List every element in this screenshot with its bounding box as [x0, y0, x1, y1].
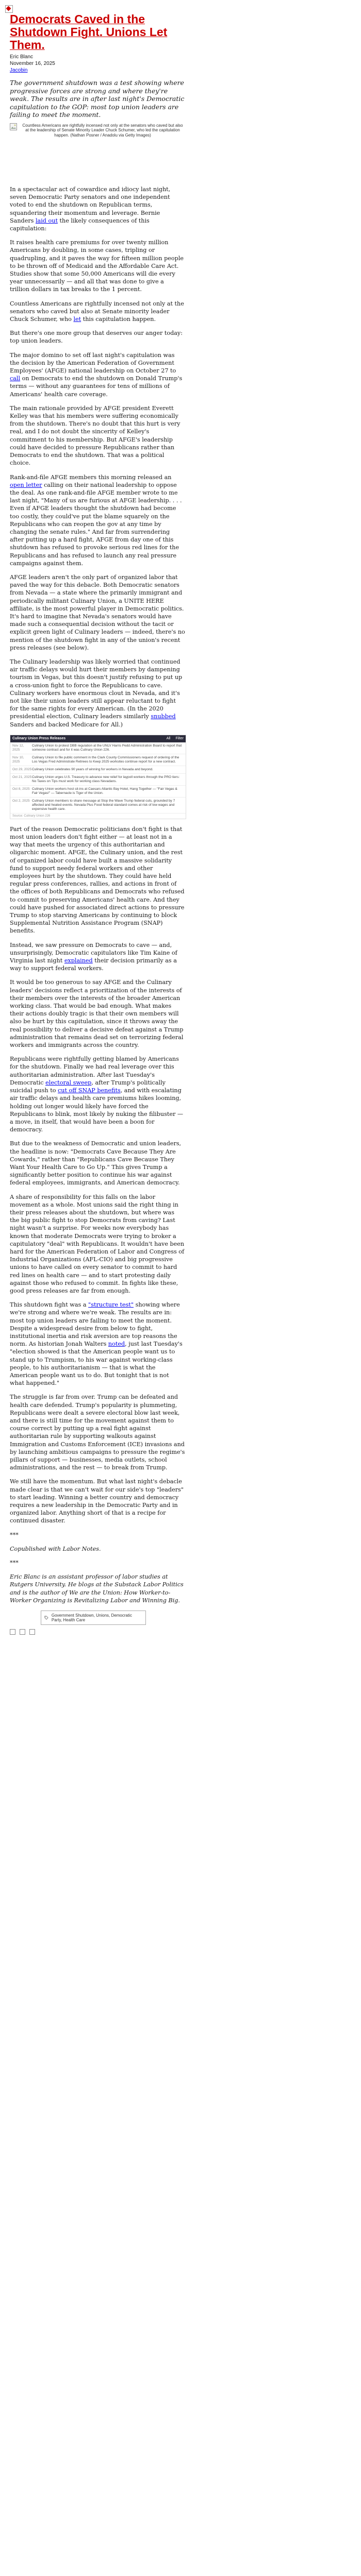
timeline-header: [10, 735, 186, 742]
inline-link[interactable]: laid out: [35, 217, 58, 224]
author-bio: Eric Blanc is an assistant professor of labor studies at Rutgers University. He blogs at the Substack Labor Politics and is the author of We are the Union: How Worker-to-Worker Organizing is Revitalizing Labor and Winning Big.: [10, 1573, 184, 1604]
paragraph: Instead, we saw pressure on Democrats to cave — and, unsurprisingly, Democratic capitulators like Tim Kaine of Virginia last night explained their decision primarily as a way to support federal workers.: [10, 941, 177, 972]
paragraph: This shutdown fight was a "structure test" showing where we're strong and where we're weak. The results are in: most top union leaders are failing to meet the moment. Despite a widespread desire from below to fight, institutional inertia and risk aversion are top reasons the norm. As historian Jonah Walters noted, just last Tuesday's "election showed is that the American people want us to stand up to Trumpism, to his war against working-class people, to his authoritarianism — that is what the American people want us to do. But tonight that is not what happened.": [10, 1301, 183, 1387]
timeline-filter-all[interactable]: All: [166, 737, 171, 741]
timeline-row[interactable]: Oct 29, 2025 Culinary Union celebrates 90 years of winning for workers in Nevada and beyond.: [10, 766, 186, 774]
share-row: [10, 1629, 185, 1635]
inline-link[interactable]: explained: [64, 957, 93, 964]
paragraph: We still have the momentum. But what last night's debacle made clear is that we can't wait for our side's top "leaders" to start leading. Winning a better country and democracy requires a new leadership in the Democratic Party and in organized labor. Anything short of that is a recipe for continued disaster.: [10, 1478, 184, 1524]
paragraph: Part of the reason Democratic politicians don't fight is that most union leaders don't fight either — at least not in a way that meets the urgency of this authoritarian and oligarchic moment. AFGE, the Culinary union, and the rest of organized labor could have built a massive solidarity fund to support needy federal workers and other employees hurt by the shutdown. They could have held regular press conferences, rallies, and actions in front of the offices of both Republicans and Democrats who refused to commit to preserving Americans' health care. And they could have pushed for associated direct actions to pressure Trump to stop starving Americans by continuing to block Supplemental Nutrition Assistance Program (SNAP) benefits.: [10, 825, 185, 935]
paragraph: The major domino to set off last night's capitulation was the decision by the American Federation of Government Employees' (AFGE) national leadership on October 27 to call on Democrats to end the shutdown on Donald Trump's terms — without any guarantees for tens of millions of Americans' health care coverage.: [10, 351, 183, 398]
image-placeholder-icon: [10, 123, 17, 130]
source-link[interactable]: Jacobin: [10, 67, 28, 73]
section-rule: ***: [10, 1531, 19, 1538]
paragraph: But there's one more group that deserves our anger today: top union leaders.: [10, 330, 183, 345]
paragraph: But due to the weakness of Democratic and union leaders, the headline is now: "Democrats Cave Because They Are Cowards," rather than "Republicans Cave Because They Want Your Health Care to Go Up." This gives Trump a significantly better position to continue his war against federal employees, immigrants, and American democracy.: [10, 1140, 182, 1187]
crosspost-note: Copublished with Labor Notes.: [10, 1545, 101, 1552]
share-email-icon[interactable]: [29, 1629, 35, 1635]
paragraph: It raises health care premiums for over twenty million Americans by doubling, in some cases, tripling or quadrupling, and it paves the way for fifteen million people to be thrown off of Medicaid and the Affordable Care Act. Studies show that some 50,000 Americans will die every year unnecessarily — and all that was done to give a trillion dollars in tax breaks to the 1 percent.: [10, 239, 184, 293]
share-x-icon[interactable]: [20, 1629, 25, 1635]
section-rule: ***: [10, 1560, 19, 1567]
inline-link[interactable]: call: [10, 375, 21, 382]
paragraph: AFGE leaders aren't the only part of organized labor that paved the way for this debacle. Both Democratic senators from Nevada — a state where the primarily immigrant and periodically militant Culinary Union, a UNITE HERE affiliate, is the most powerful player in Democratic politics. It's hard to imagine that Nevada's senators would have made such a consequential decision without the tacit or explicit green light of Culinary leaders — indeed, there's no mention of the shutdown fight in any of the union's recent press releases (see below).: [10, 573, 185, 651]
timeline-row[interactable]: Nov 10, 2025 Culinary Union to file public comment in the Clark County Commissioners request of ordering of the Los Vegas Fred Administrate Retirees to Keep 2025 worksites continue report for a new contract.: [10, 754, 186, 766]
inline-link[interactable]: noted: [108, 1341, 125, 1348]
tags-label: Government Shutdown, Unions, Democratic Party, Health Care: [51, 1613, 132, 1623]
paragraph: It would be too generous to say AFGE and the Culinary leaders' decisions reflect a prioritization of the interests of their members over the interests of the broader American working class. That would be bad enough. What makes their actions doubly tragic is that their own members will also be hurt by this capitulation, since it throws away the real possibility to deliver a decisive defeat against a Trump administration that remains dead set on terrorizing federal workers and immigrants across the country.: [10, 979, 184, 1049]
share-facebook-icon[interactable]: [10, 1629, 15, 1635]
inline-link[interactable]: electoral sweep: [45, 1079, 92, 1086]
inline-link[interactable]: let: [73, 316, 81, 323]
timeline-row[interactable]: Oct 21, 2025 Culinary Union urges U.S. Treasury to advance new relief for laypoll workers through the PRO tiers: No Taxes on Tips must work for working class Nevadans.: [10, 774, 186, 786]
timeline-row[interactable]: Nov 12, 2025 Culinary Union to protest DBB regulation at the UNLV Harris Pedd Administration Board to report that someone contract and for it was Culinary Union 226.: [10, 742, 186, 754]
publish-date: November 16, 2025: [10, 61, 55, 66]
press-release-timeline: [10, 735, 186, 819]
article-title[interactable]: Democrats Caved in the Shutdown Fight. Unions Let Them.: [10, 12, 168, 52]
article-body: [10, 185, 185, 1638]
inline-link[interactable]: "structure test": [88, 1301, 134, 1309]
article-header: [10, 13, 185, 138]
lead-figure: [10, 123, 185, 138]
timeline-row[interactable]: Oct 2, 2025 Culinary Union members to share message at Stop the Wave Trump federal cuts, grounded by 7 affected and heated events. Nevada Plus Food federal standard comes at risk of low wages and expensive health care.: [10, 798, 186, 814]
paragraph: Rank-and-file AFGE members this morning released an open letter calling on their national leadership to oppose the deal. As one rank-and-file AFGE member wrote to me last night, "Many of us are furious at AFGE leadership. . . . Even if AFGE leaders thought the shutdown had become too costly, they could've put the blame squarely on the Republicans who can reopen the gov at any time by changing the senate rules." And far from surrendering after putting up a hard fight, AFGE from day one of this shutdown has refused to provoke serious red lines for the Republicans and has refused to launch any real pressure campaigns against them.: [10, 473, 182, 567]
paragraph: The Culinary leadership was likely worried that continued air traffic delays would hurt their members by dampening tourism in Vegas, but this doesn't justify refusing to put up a cross-union fight to force the Republicans to cave. Culinary workers have enormous clout in Nevada, and it's not like their union leaders still appear reluctant to fight for the same rights for every American. (In the 2020 presidential election, Culinary leaders similarly snubbed Sanders and backed Medicare for All.): [10, 658, 183, 728]
inline-link[interactable]: open letter: [10, 481, 42, 488]
inline-link[interactable]: snubbed: [151, 713, 176, 720]
timeline-source: Source: Culinary Union 226: [12, 814, 51, 818]
jacobin-logo-icon[interactable]: [5, 5, 13, 13]
paragraph: The struggle is far from over. Trump can be defeated and health care defended. Trump's popularity is plummeting, Republicans were dealt a severe electoral blow last week, and there is still time for the movement against them to course correct by putting up a real fight against authoritarian rule by supporting walkouts against Immigration and Customs Enforcement (ICE) invasions and by launching ambitious campaigns to pressure the regime's pillars of support — businesses, media outlets, school administrations, and the rest — to break from Trump.: [10, 1394, 185, 1471]
paragraph: The main rationale provided by AFGE president Everett Kelley was that his members were suffering economically from the shutdown. There's no doubt that this hurt is very real, and I do not doubt the sincerity of Kelley's commitment to his membership. But AFGE's leadership could have decided to pressure Republicans rather than Democrats to end the shutdown. That was a political choice.: [10, 404, 180, 467]
timeline-title: Culinary Union Press Releases: [12, 737, 66, 741]
article-tags[interactable]: [41, 1611, 146, 1625]
author: Eric Blanc: [10, 54, 34, 60]
paragraph: Republicans were rightfully getting blamed by Americans for the shutdown. Finally we had real leverage over this authoritarian administration. After last Tuesday's Democratic electoral sweep, after Trump's politically suicidal push to cut off SNAP benefits, and with escalating air traffic delays and health care premiums hikes looming, holding out longer would likely have forced the Republicans to blink, most likely by nuking the filibuster — a move, in itself, that would have been a boon for democracy.: [10, 1056, 184, 1133]
inline-link[interactable]: cut off SNAP benefits: [58, 1087, 121, 1094]
paragraph: Countless Americans are rightfully incensed not only at the senators who caved but also at Senate minority leader Chuck Schumer, who let this capitulation happen.: [10, 300, 184, 323]
byline: [10, 54, 185, 74]
paragraph: A share of responsibility for this falls on the labor movement as a whole. Most unions said the right thing in their press releases about the shutdown, but where was the big public fight to stop Democrats from caving? Last night wasn't a surprise. For weeks now everybody has known that moderate Democrats were trying to broker a capitulatory "deal" with Republicans. It wouldn't have been hard for the American Federation of Labor and Congress of Industrial Organizations (AFL-CIO) and big progressive unions to have called on every senator to commit to hard red lines on health care — and to start protesting daily against those who refused to commit. In fights like these, good press releases are far from enough.: [10, 1193, 185, 1294]
paragraph: In a spectacular act of cowardice and idiocy last night, seven Democratic Party senators and one independent voted to end the shutdown on Republican terms, squandering their momentum and leverage. Bernie Sanders laid out the likely consequences of this capitulation:: [10, 186, 171, 232]
figure-caption: Countless Americans are rightfully incensed not only at the senators who caved but also at the leadership of Senate Minority Leader Chuck Schumer, who led the capitulation happen. (Nathan Posner / Anadolu via Getty Images): [22, 123, 183, 138]
timeline-filter[interactable]: Filter: [175, 737, 184, 741]
tag-icon: [44, 1615, 48, 1620]
timeline-row[interactable]: Oct 8, 2025 Culinary Union workers host sit-ins at Caesars Atlantic Bay Hotel, Hang Together — "Fair Vegas & Fair Vegas!" — Tabernacle is Tiger of the Union.: [10, 786, 186, 798]
article-dek: The government shutdown was a test showing where progressive forces are strong and where they're weak. The results are in after last night's Democratic capitulation to the GOP: most top union leaders are failing to meet the moment.: [10, 79, 185, 118]
